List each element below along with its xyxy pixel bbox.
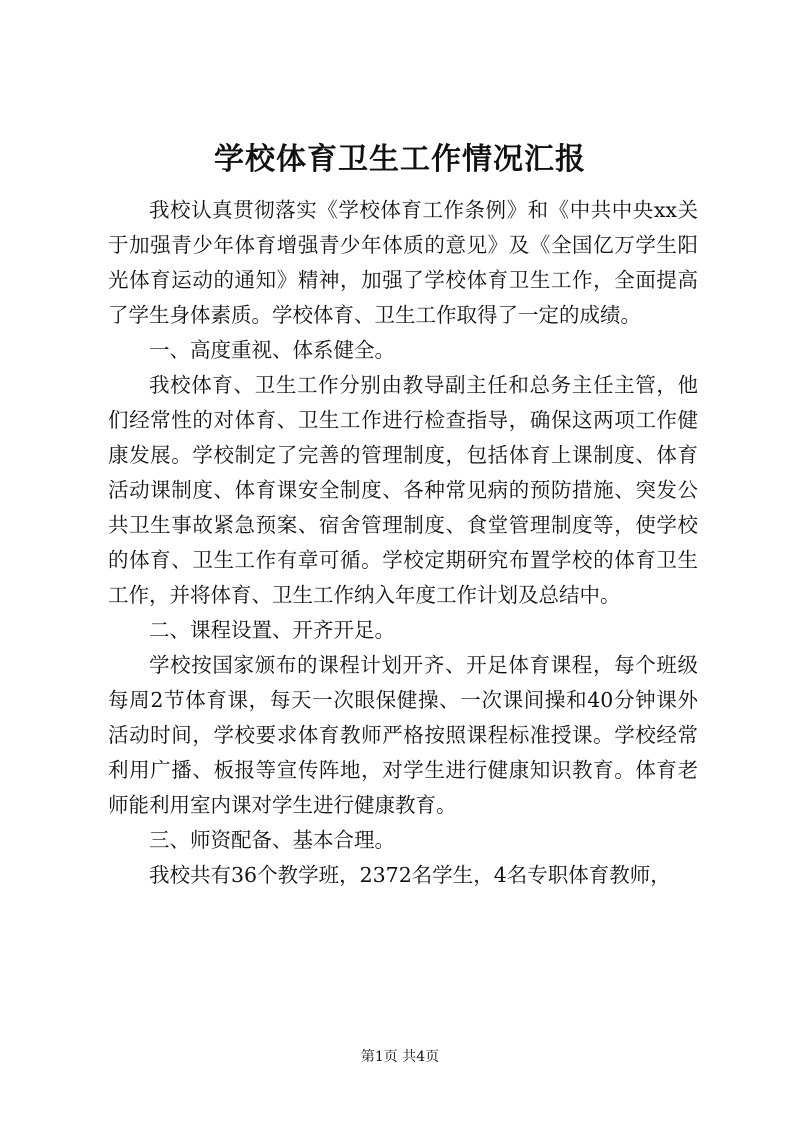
section-2-paragraph: 学校按国家颁布的课程计划开齐、开足体育课程，每个班级每周2节体育课，每天一次眼保健操、一次课间操和40分钟课外活动时间，学校要求体育教师严格按照课程标准授课。学校经常利用广播、板报等宣传阵地，对学生进行健康知识教育。体育老师能利用室内课对学生进行健康教育。	[108, 653, 698, 817]
section-heading-3: 三、师资配备、基本合理。	[149, 828, 395, 852]
section-heading-2: 二、课程设置、开齐开足。	[149, 618, 395, 642]
document-body	[108, 193, 698, 893]
section-1-paragraph: 我校体育、卫生工作分别由教导副主任和总务主任主管，他们经常性的对体育、卫生工作进行检查指导，确保这两项工作健康发展。学校制定了完善的管理制度，包括体育上课制度、体育活动课制度、体育课安全制度、各种常见病的预防措施、突发公共卫生事故紧急预案、宿舍管理制度、食堂管理制度等，使学校的体育、卫生工作有章可循。学校定期研究布置学校的体育卫生工作，并将体育、卫生工作纳入年度工作计划及总结中。	[108, 373, 698, 607]
section-heading-1: 一、高度重视、体系健全。	[149, 338, 395, 362]
intro-paragraph: 我校认真贯彻落实《学校体育工作条例》和《中共中央xx关于加强青少年体育增强青少年体质的意见》及《全国亿万学生阳光体育运动的通知》精神，加强了学校体育卫生工作，全面提高了学生身体素质。学校体育、卫生工作取得了一定的成绩。	[108, 198, 698, 327]
page-number-footer: 第1页 共4页	[360, 1049, 440, 1065]
document-title: 学校体育卫生工作情况汇报	[214, 142, 586, 177]
section-3-paragraph: 我校共有36个教学班，2372名学生，4名专职体育教师，	[149, 863, 671, 887]
